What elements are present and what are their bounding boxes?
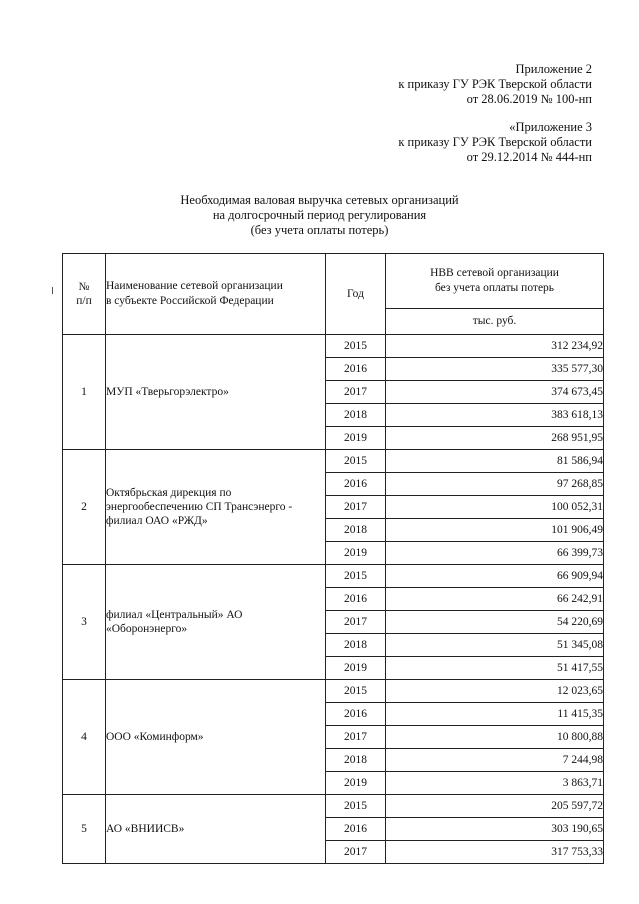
- year-cell: 2018: [326, 749, 386, 772]
- title-line: (без учета оплаты потерь): [250, 223, 389, 237]
- column-header-number: № п/п: [63, 254, 106, 335]
- org-name-line: МУП «Тверьгорэлектро»: [106, 386, 229, 398]
- org-name: [106, 565, 326, 680]
- org-number: 5: [63, 795, 106, 864]
- nvv-value-cell: 54 220,69: [386, 611, 604, 634]
- order-date: от 29.12.2014 № 444-нп: [466, 150, 592, 164]
- table-row: [63, 680, 604, 703]
- org-name-line: Октябрьская дирекция по: [106, 487, 232, 499]
- nvv-value-cell: 3 863,71: [386, 772, 604, 795]
- nvv-value-cell: 317 753,33: [386, 841, 604, 864]
- org-name: [106, 450, 326, 565]
- year-cell: 2019: [326, 657, 386, 680]
- year-cell: 2015: [326, 450, 386, 473]
- nvv-value-cell: 303 190,65: [386, 818, 604, 841]
- org-name-line: АО «ВНИИСВ»: [106, 823, 185, 835]
- year-cell: 2016: [326, 818, 386, 841]
- nvv-value-cell: 66 399,73: [386, 542, 604, 565]
- year-cell: 2015: [326, 680, 386, 703]
- appendix-number: «Приложение 3: [509, 120, 592, 134]
- nvv-value-cell: 51 417,55: [386, 657, 604, 680]
- appendix-header-previous: [398, 120, 592, 165]
- year-cell: 2019: [326, 427, 386, 450]
- column-header-organization: Наименование сетевой организации в субъекте Российской Федерации: [106, 254, 326, 335]
- nvv-value-cell: 7 244,98: [386, 749, 604, 772]
- nvv-value-cell: 66 242,91: [386, 588, 604, 611]
- year-cell: 2015: [326, 565, 386, 588]
- year-cell: 2015: [326, 795, 386, 818]
- year-cell: 2018: [326, 519, 386, 542]
- title-line: на долгосрочный период регулирования: [212, 208, 427, 222]
- year-cell: 2016: [326, 703, 386, 726]
- year-cell: 2016: [326, 358, 386, 381]
- org-name: [106, 795, 326, 864]
- column-header-year: Год: [326, 254, 386, 335]
- table-row: [63, 335, 604, 358]
- org-name-line: «Оборонэнерго»: [106, 623, 188, 635]
- year-cell: 2017: [326, 381, 386, 404]
- nvv-value-cell: 268 951,95: [386, 427, 604, 450]
- org-name: [106, 335, 326, 450]
- nvv-value-cell: 66 909,94: [386, 565, 604, 588]
- nvv-value-cell: 205 597,72: [386, 795, 604, 818]
- org-name-line: ООО «Коминформ»: [106, 731, 204, 743]
- org-name-line: энергообеспечению СП Трансэнерго -: [106, 501, 293, 513]
- nvv-value-cell: 374 673,45: [386, 381, 604, 404]
- year-cell: 2019: [326, 542, 386, 565]
- year-cell: 2018: [326, 634, 386, 657]
- year-cell: 2016: [326, 588, 386, 611]
- nvv-value-cell: 12 023,65: [386, 680, 604, 703]
- table-header-row: [63, 254, 604, 309]
- nvv-value-cell: 383 618,13: [386, 404, 604, 427]
- appendix-header-current: [398, 62, 592, 107]
- year-cell: 2017: [326, 496, 386, 519]
- table-row: [63, 565, 604, 588]
- document-title: [0, 193, 639, 238]
- nvv-value-cell: 100 052,31: [386, 496, 604, 519]
- nvv-value-cell: 51 345,08: [386, 634, 604, 657]
- order-date: от 28.06.2019 № 100-нп: [466, 92, 592, 106]
- nvv-table: [62, 253, 604, 864]
- table-row: [63, 795, 604, 818]
- year-cell: 2016: [326, 473, 386, 496]
- unit-label: тыс. руб.: [386, 309, 604, 335]
- org-number: 3: [63, 565, 106, 680]
- title-line: Необходимая валовая выручка сетевых организаций: [180, 193, 459, 207]
- year-cell: 2017: [326, 726, 386, 749]
- appendix-number: Приложение 2: [515, 62, 592, 76]
- year-cell: 2017: [326, 841, 386, 864]
- year-cell: 2017: [326, 611, 386, 634]
- org-number: 4: [63, 680, 106, 795]
- nvv-value-cell: 101 906,49: [386, 519, 604, 542]
- table-body: [63, 335, 604, 864]
- year-cell: 2015: [326, 335, 386, 358]
- nvv-value-cell: 10 800,88: [386, 726, 604, 749]
- table-row: [63, 450, 604, 473]
- year-cell: 2019: [326, 772, 386, 795]
- nvv-value-cell: 335 577,30: [386, 358, 604, 381]
- nvv-value-cell: 312 234,92: [386, 335, 604, 358]
- org-name-line: филиал «Центральный» АО: [106, 609, 243, 621]
- order-reference: к приказу ГУ РЭК Тверской области: [398, 135, 592, 149]
- org-name: [106, 680, 326, 795]
- nvv-value-cell: 81 586,94: [386, 450, 604, 473]
- nvv-value-cell: 97 268,85: [386, 473, 604, 496]
- year-cell: 2018: [326, 404, 386, 427]
- margin-mark: [52, 287, 53, 294]
- org-number: 2: [63, 450, 106, 565]
- nvv-value-cell: 11 415,35: [386, 703, 604, 726]
- column-header-nvv: НВВ сетевой организации без учета оплаты потерь: [386, 254, 604, 309]
- org-number: 1: [63, 335, 106, 450]
- org-name-line: филиал ОАО «РЖД»: [106, 515, 208, 527]
- order-reference: к приказу ГУ РЭК Тверской области: [398, 77, 592, 91]
